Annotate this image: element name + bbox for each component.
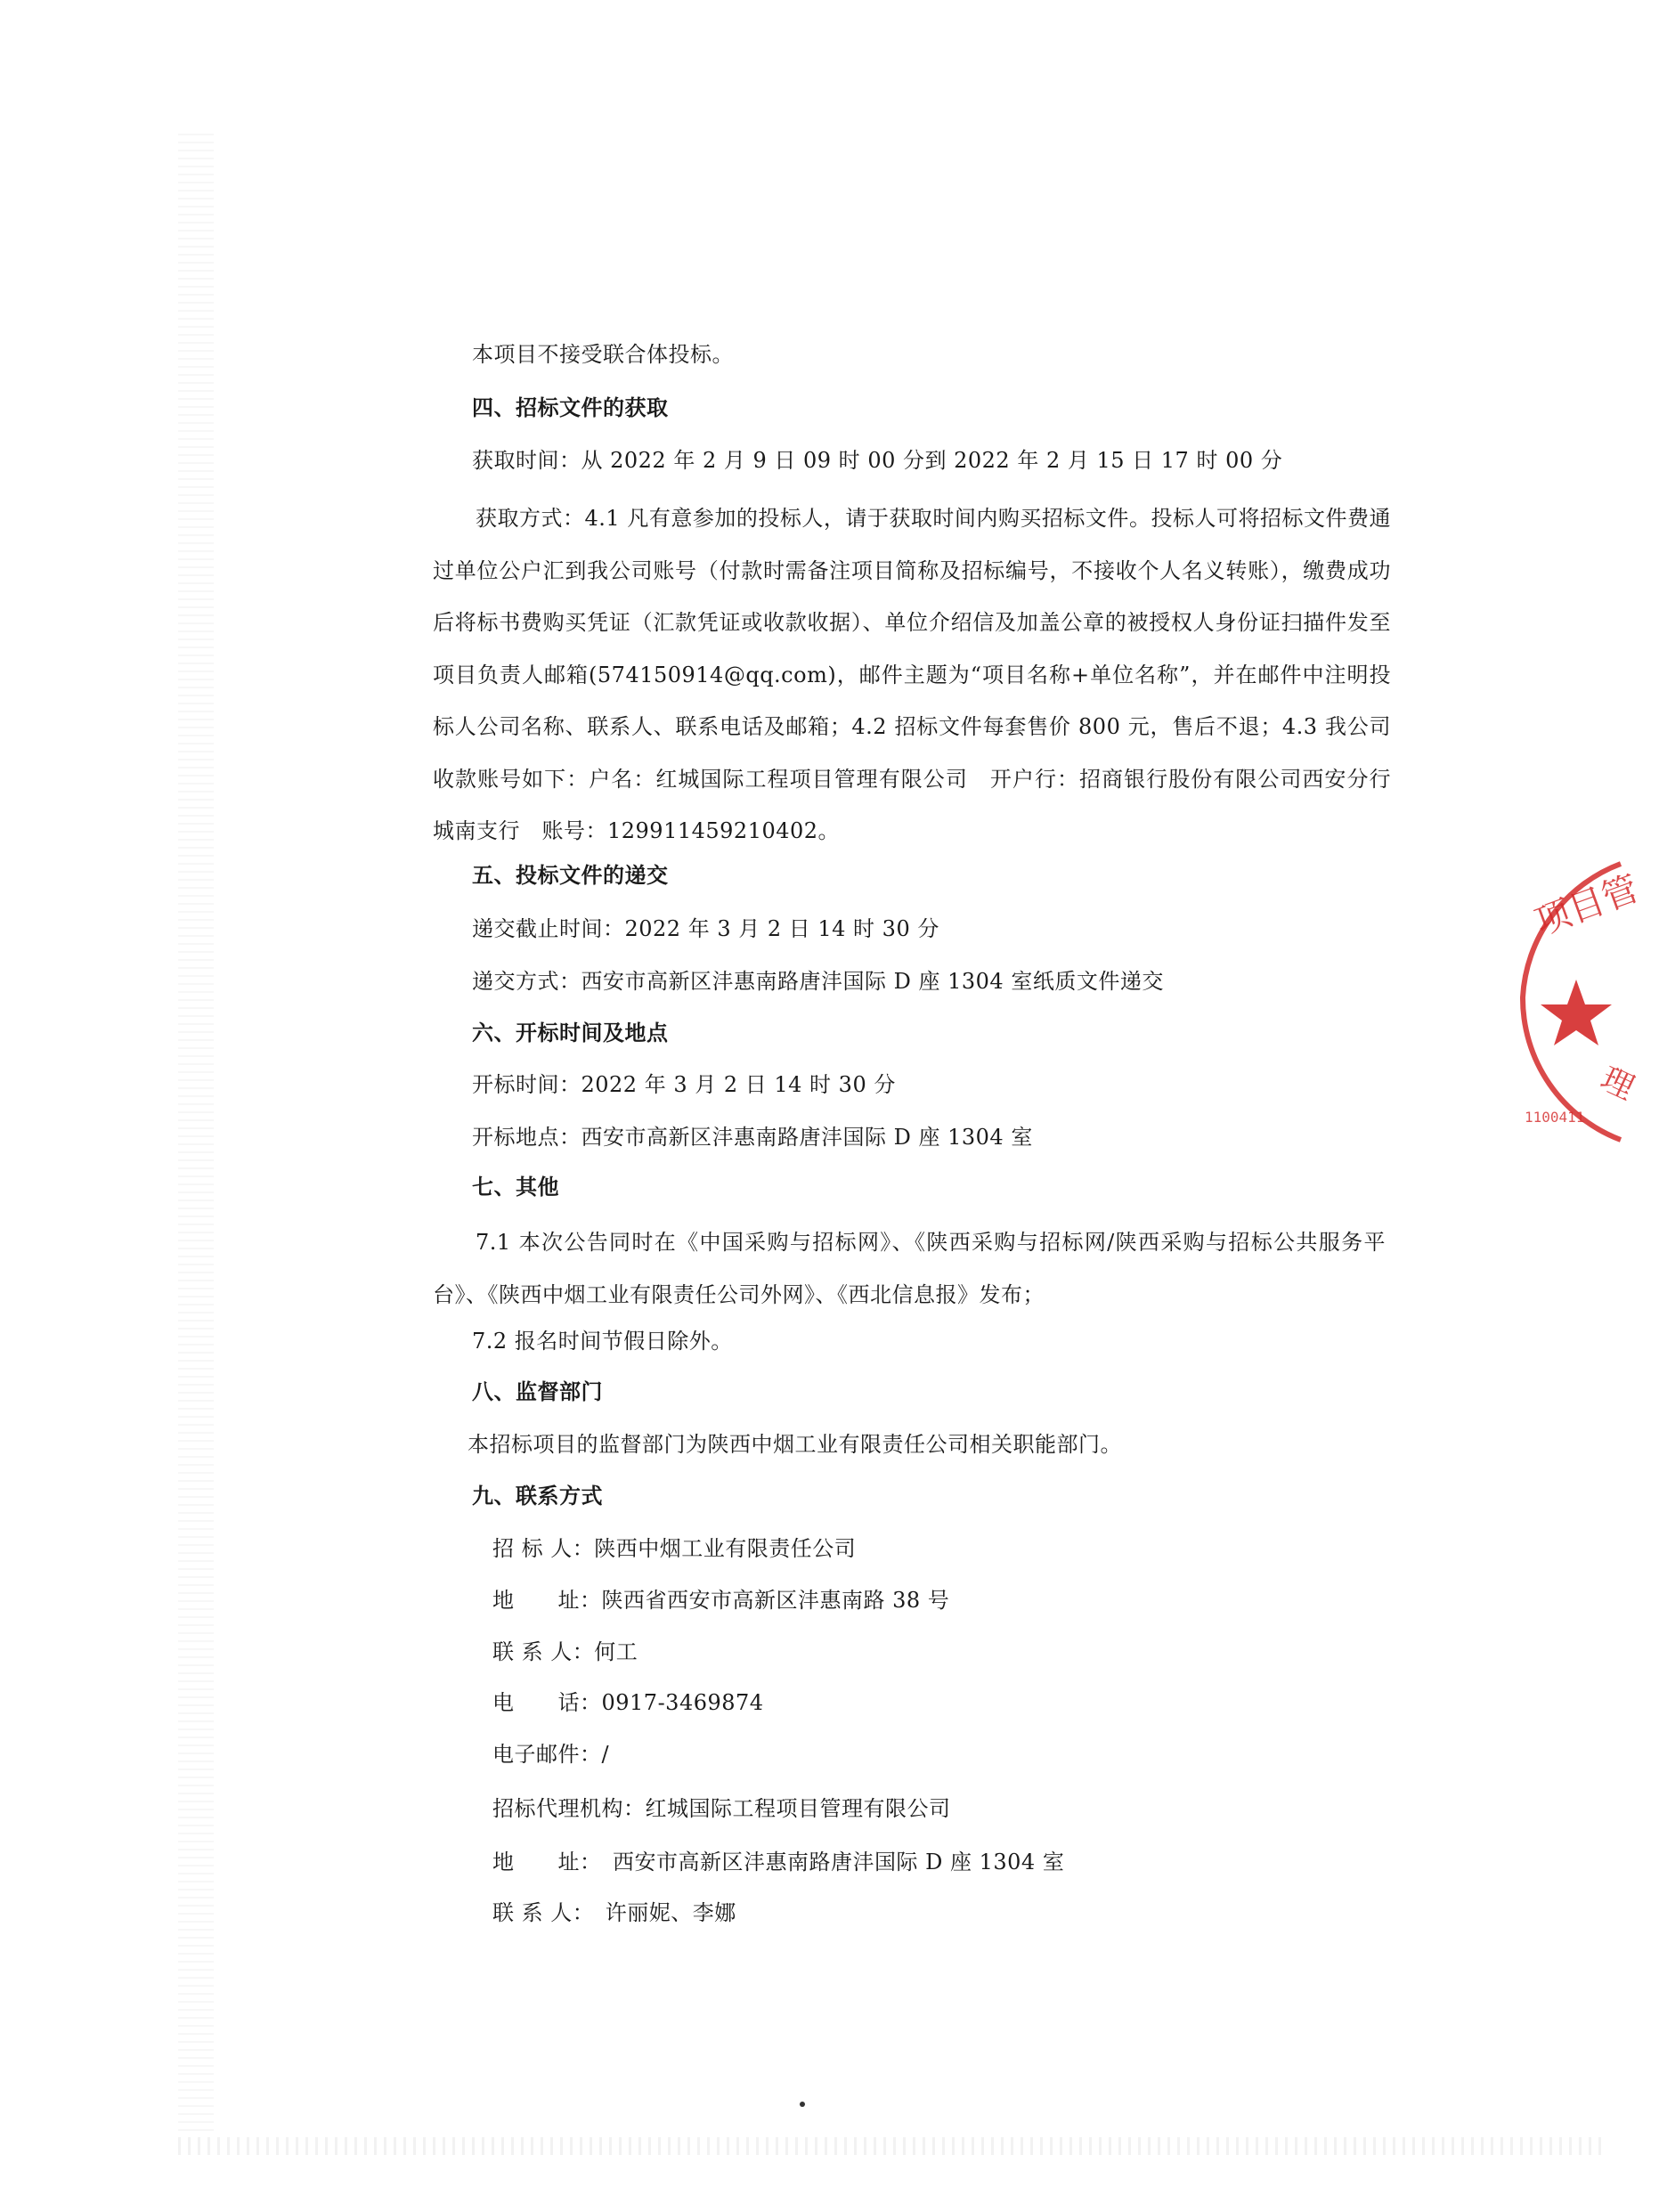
contact-phone: 电 话：0917-3469874 xyxy=(492,1690,764,1715)
scan-edge xyxy=(178,2137,1603,2155)
seal-text-bottom: 理 xyxy=(1595,1060,1640,1108)
contact-agent-person: 联 系 人： 许丽妮、李娜 xyxy=(492,1900,736,1925)
contact-address: 地 址：陕西省西安市高新区沣惠南路 38 号 xyxy=(492,1588,950,1613)
section-heading-9: 九、联系方式 xyxy=(472,1484,603,1509)
acquire-time-line: 获取时间：从 2022 年 2 月 9 日 09 时 00 分到 2022 年 2 月 15 日 17 时 00 分 xyxy=(472,448,1283,473)
scan-dot xyxy=(800,2102,805,2107)
supervise-line: 本招标项目的监督部门为陕西中烟工业有限责任公司相关职能部门。 xyxy=(468,1432,1122,1457)
contact-agent: 招标代理机构：红城国际工程项目管理有限公司 xyxy=(492,1796,951,1821)
submit-method-line: 递交方式：西安市高新区沣惠南路唐沣国际 D 座 1304 室纸质文件递交 xyxy=(472,969,1164,994)
seal-number: 1100411 xyxy=(1525,1109,1585,1126)
contact-person: 联 系 人：何工 xyxy=(492,1639,638,1664)
section-heading-7: 七、其他 xyxy=(472,1175,559,1200)
seal-star-icon xyxy=(1541,980,1612,1045)
section-heading-5: 五、投标文件的递交 xyxy=(472,863,669,888)
acquire-method-paragraph: 获取方式：4.1 凡有意参加的投标人，请于获取时间内购买招标文件。投标人可将招标文件费通过单位公户汇到我公司账号（付款时需备注项目简称及招标编号，不接收个人名义转账），缴费成功后将标书费购买凭证（汇款凭证或收款收据）、单位介绍信及加盖公章的被授权人身份证扫描件发至项目负责人邮箱(574150914@qq.com)，邮件主题为“项目名称+单位名称”，并在邮件中注明投标人公司名称、联系人、联系电话及邮箱；4.2 招标文件每套售价 800 元，售后不退；4.3 我公司收款账号如下：户名：红城国际工程项目管理有限公司 开户行：招商银行股份有限公司西安分行城南支行 账号：129911459210402。 xyxy=(433,506,1391,843)
scan-edge xyxy=(178,134,214,2137)
deadline-line: 递交截止时间：2022 年 3 月 2 日 14 时 30 分 xyxy=(472,916,939,941)
section-heading-6: 六、开标时间及地点 xyxy=(472,1021,669,1045)
contact-email: 电子邮件：/ xyxy=(492,1742,610,1767)
no-consortium-line: 本项目不接受联合体投标。 xyxy=(472,342,734,367)
seal-text-top: 项目管 xyxy=(1529,868,1645,944)
other-paragraph: 7.1 本次公告同时在《中国采购与招标网》、《陕西采购与招标网/陕西采购与招标公共服务平台》、《陕西中烟工业有限责任公司外网》、《西北信息报》发布； xyxy=(433,1230,1386,1307)
contact-tenderer: 招 标 人：陕西中烟工业有限责任公司 xyxy=(492,1536,857,1561)
contact-agent-address: 地 址： 西安市高新区沣惠南路唐沣国际 D 座 1304 室 xyxy=(492,1850,1065,1875)
section-heading-8: 八、监督部门 xyxy=(472,1379,603,1404)
open-time-line: 开标时间：2022 年 3 月 2 日 14 时 30 分 xyxy=(472,1072,896,1097)
other-72-line: 7.2 报名时间节假日除外。 xyxy=(472,1329,733,1354)
company-seal xyxy=(1514,855,1645,1149)
open-place-line: 开标地点：西安市高新区沣惠南路唐沣国际 D 座 1304 室 xyxy=(472,1125,1033,1150)
section-heading-4: 四、招标文件的获取 xyxy=(472,395,669,420)
